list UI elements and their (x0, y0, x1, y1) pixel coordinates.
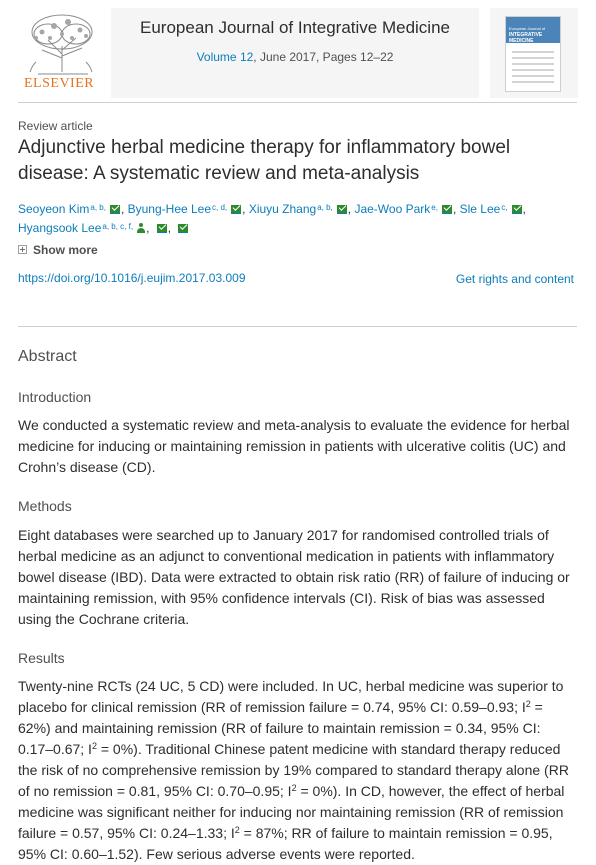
author-link[interactable]: Hyangsook Lee$^{a, b, c, f,}$ (18, 221, 134, 235)
cover-line-2: INTEGRATIVE (509, 32, 543, 38)
results-text: Twenty-nine RCTs (24 UC, 5 CD) were included. In UC, herbal medicine was superior to placebo for clinical remission (RR of remission failure = 0.74, 95% CI: 0.59–0.93; $I^2 = 62\%$) and maintaining remission (RR of failure to maintain remission = 0.34, 95% CI: 0.17–0.67; $I^2 = 0\%$). Traditional Chinese patent medicine with standard therapy reduced the risk of no comprehensive remission by 19% compared to standard therapy alone (RR of no remission = 0.81, 95% CI: 0.70–0.95; $I^2 = 0\%$). In CD, however, the effect of herbal medicine was significant neither for inducing nor maintaining remission (RR of remission failure = 0.57, 95% CI: 0.24–1.33; $I^2 = 87\%$; RR of failure to maintain remission = 0.95, 95% CI: 0.60–1.52). Few serious adverse events were reported. (18, 678, 569, 862)
author-link[interactable]: Xiuyu Zhang$^{a, b,}$ (248, 202, 333, 216)
cover-decoration (512, 51, 554, 87)
journal-issue-info (111, 50, 479, 64)
author-link[interactable]: Sle Lee$^{c,}$ (459, 202, 508, 216)
email-icon[interactable] (442, 205, 452, 214)
abstract-heading: Abstract (18, 348, 77, 365)
introduction-text: We conducted a systematic review and meta-analysis to evaluate the evidence for herbal medicine for inducing or maintaining remission in patients with ulcerative colitis (UC) and Crohn’s disease (CD). (18, 417, 570, 475)
email-icon[interactable] (157, 224, 167, 233)
introduction-heading: Introduction (18, 389, 92, 405)
email-icon[interactable] (512, 205, 522, 214)
email-icon[interactable] (231, 205, 241, 214)
show-more-toggle[interactable] (18, 243, 98, 257)
author-link[interactable]: Seoyeon Kim$^{a, b,}$ (18, 202, 106, 216)
plus-icon (18, 245, 27, 254)
elsevier-logo[interactable] (18, 10, 106, 96)
author-link[interactable]: Byung-Hee Lee$^{c, d,}$ (127, 202, 228, 216)
email-icon[interactable] (110, 205, 120, 214)
journal-info (111, 8, 479, 98)
article-title: Adjunctive herbal medicine therapy for inflammatory bowel disease: A systematic review and meta-analysis (18, 137, 511, 184)
publisher-name: ELSEVIER (24, 76, 95, 91)
journal-title-link[interactable]: European Journal of Integrative Medicine (140, 18, 450, 37)
doi-link[interactable]: https://doi.org/10.1016/j.eujim.2017.03.009 (18, 271, 246, 285)
article-type: Review article (18, 119, 93, 133)
results-heading: Results (18, 650, 65, 666)
abstract-divider (18, 326, 577, 327)
header-divider (18, 102, 577, 103)
methods-heading: Methods (18, 498, 72, 514)
email-icon[interactable] (337, 205, 347, 214)
show-more-label: Show more (33, 243, 98, 257)
author-link[interactable]: Jae-Woo Park$^{e,}$ (354, 202, 438, 216)
cover-title (509, 26, 545, 44)
journal-cover-image[interactable] (505, 16, 561, 92)
cover-line-1: European Journal of (509, 26, 546, 31)
journal-cover-container (490, 8, 578, 98)
corresponding-author-icon[interactable] (137, 223, 145, 233)
email-icon[interactable] (178, 224, 188, 233)
cover-line-3: MEDICINE (509, 38, 534, 44)
rights-link[interactable]: Get rights and content (455, 272, 574, 286)
volume-link[interactable]: Volume 12 (196, 50, 254, 64)
author-list: Seoyeon Kim$^{a, b,}$ , Byung-Hee Lee$^{c, d,}$ , Xiuyu Zhang$^{a, b,}$ , Jae-Woo Park$^{e,}$ , Sle Lee$^{c,}$ , Hyangsook Lee$^{a, b, c, f,}$ , , (18, 202, 526, 235)
issue-details: , June 2017, Pages 12–22 (253, 50, 394, 64)
tree-icon (18, 10, 106, 76)
journal-header (18, 8, 578, 102)
methods-text: Eight databases were searched up to January 2017 for randomised controlled trials of herbal medicine as an adjunct to conventional medication in patients with inflammatory bowel disease (IBD). Data were extracted to obtain risk ratio (RR) of failure of inducing or maintaining remission, with 95% confidence intervals (CI). Risk of bias was assessed using the Cochrane criteria. (18, 527, 570, 627)
